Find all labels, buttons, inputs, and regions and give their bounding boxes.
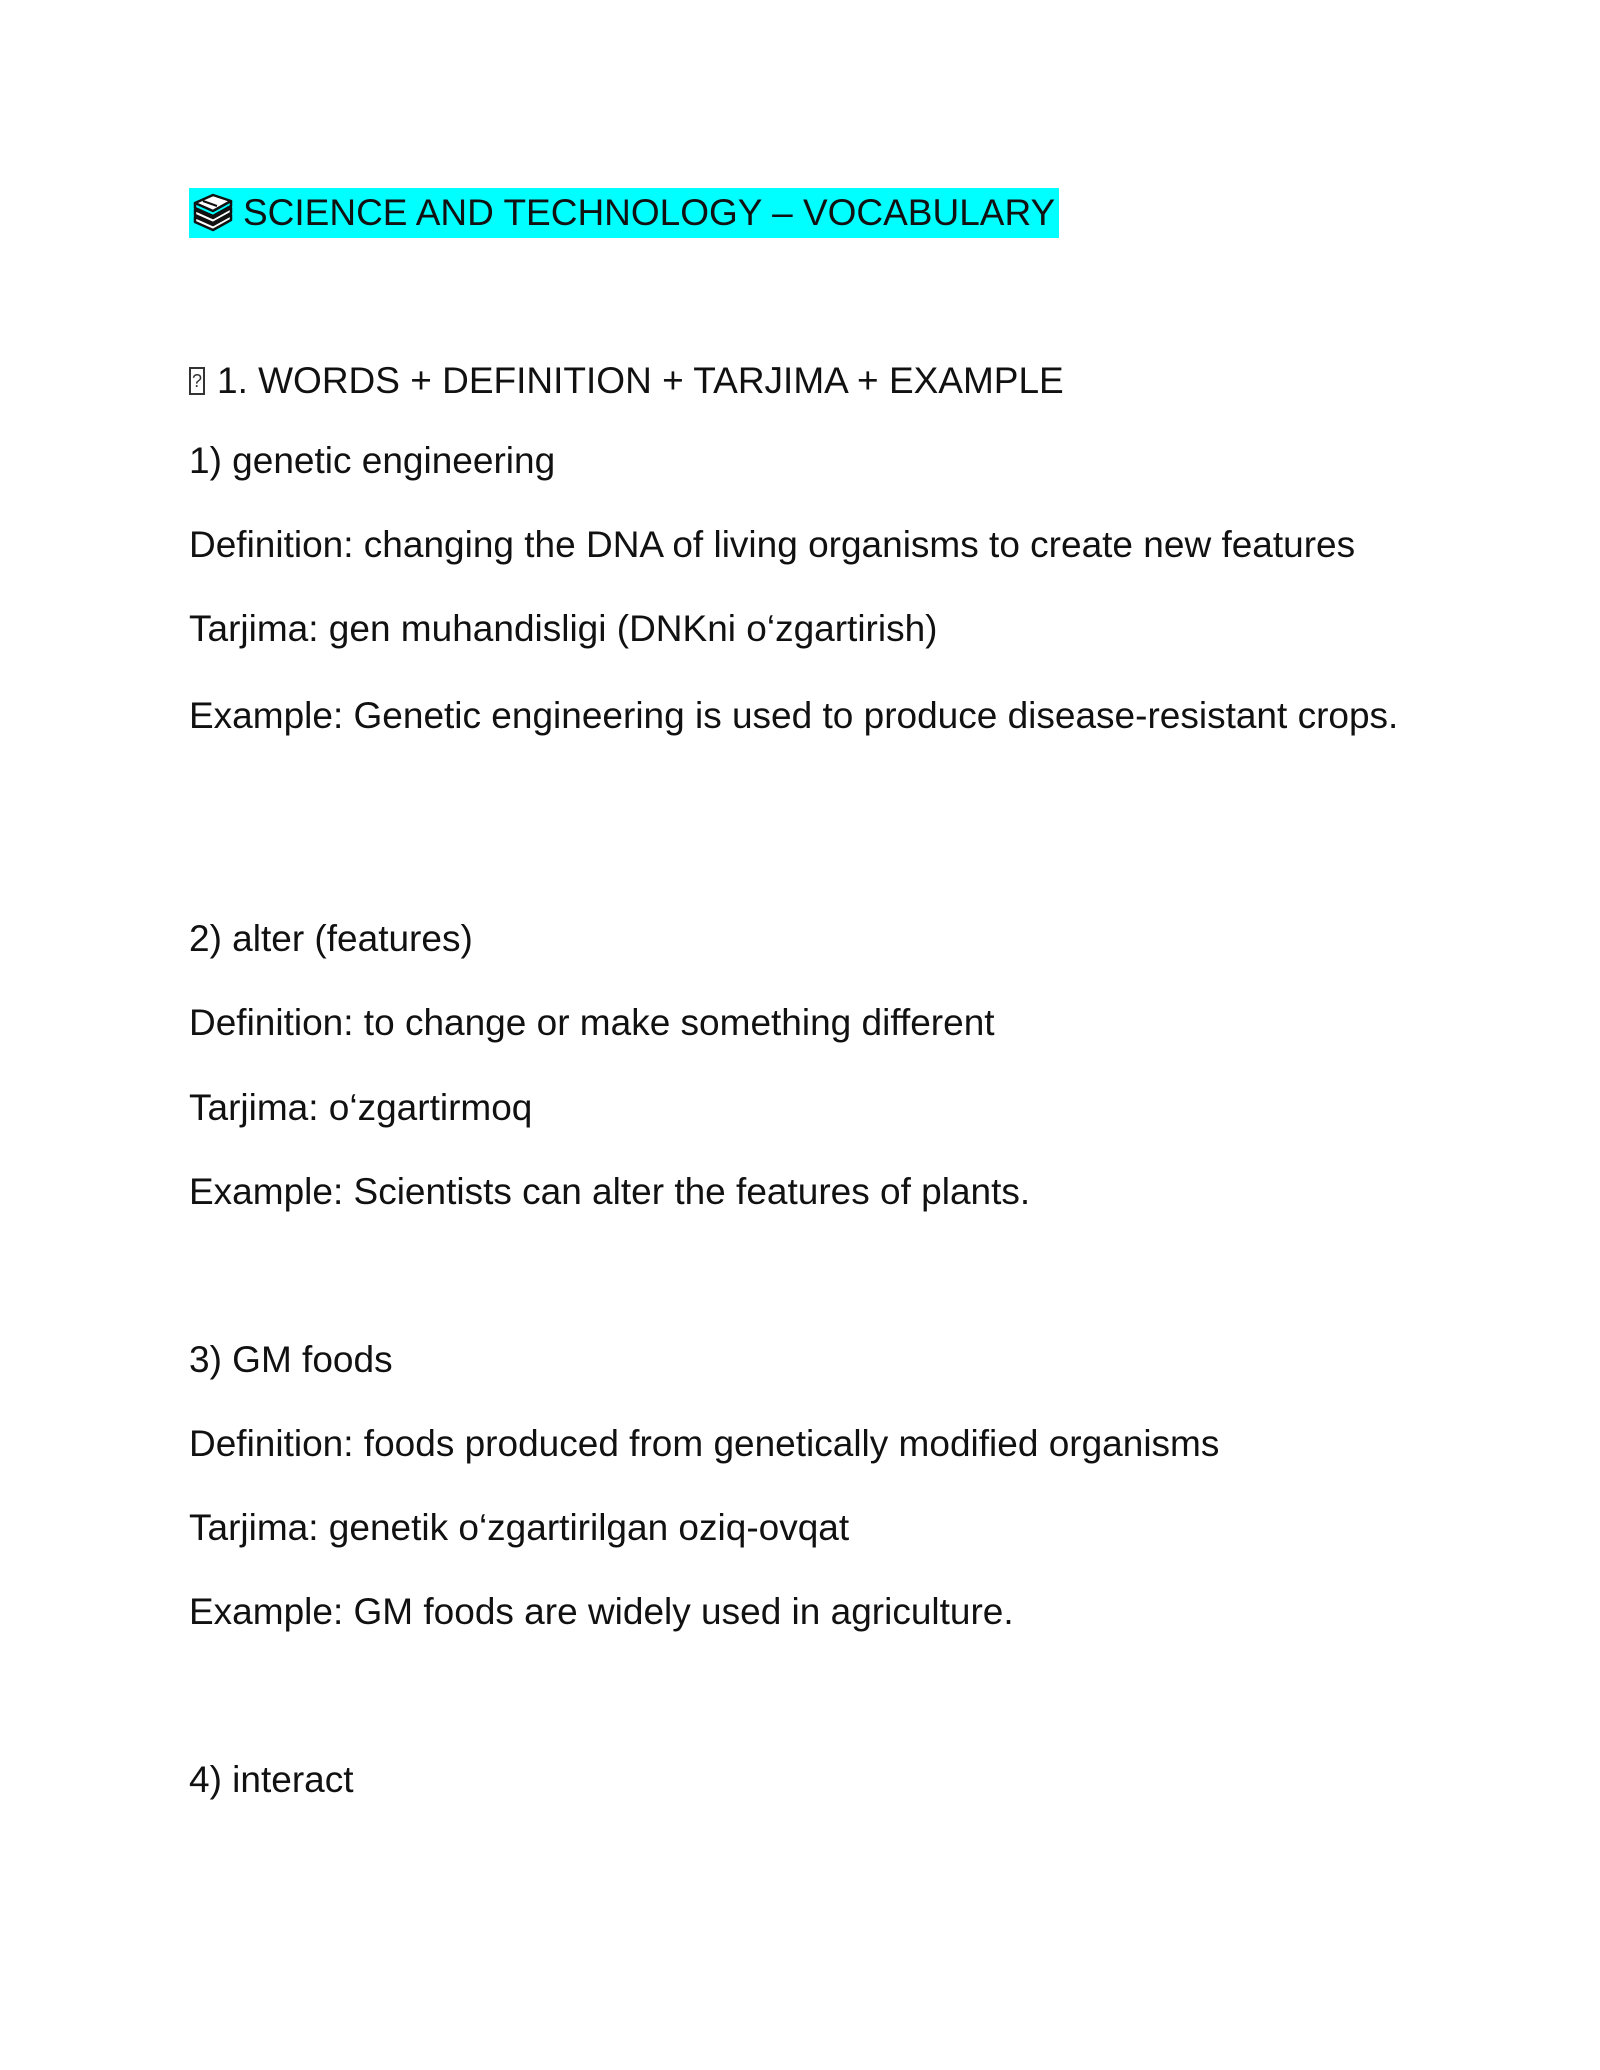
- missing-glyph-icon: ?: [189, 367, 205, 395]
- entry-tarjima: Tarjima: gen muhandisligi (DNKni o‘zgartirish): [189, 608, 938, 649]
- entry-term: 2) alter (features): [189, 918, 473, 959]
- entry-term: 4) interact: [189, 1759, 354, 1800]
- title-text: SCIENCE AND TECHNOLOGY – VOCABULARY: [243, 192, 1056, 233]
- section-heading-text: 1. WORDS + DEFINITION + TARJIMA + EXAMPLE: [217, 360, 1064, 401]
- entry-term: 1) genetic engineering: [189, 440, 556, 481]
- entry-definition: Definition: changing the DNA of living organisms to create new features: [189, 524, 1356, 565]
- entry-example: Example: Genetic engineering is used to produce disease-resistant crops.: [189, 695, 1399, 736]
- entry-example: Example: GM foods are widely used in agriculture.: [189, 1591, 1014, 1632]
- entry-tarjima: Tarjima: o‘zgartirmoq: [189, 1087, 533, 1128]
- books-icon: [191, 193, 235, 233]
- section-heading: [189, 360, 1064, 402]
- entry-definition: Definition: foods produced from genetically modified organisms: [189, 1423, 1220, 1464]
- entry-term: 3) GM foods: [189, 1339, 393, 1380]
- entry-definition: Definition: to change or make something different: [189, 1002, 995, 1043]
- document-title: [189, 188, 1059, 238]
- entry-example: Example: Scientists can alter the features of plants.: [189, 1171, 1031, 1212]
- entry-tarjima: Tarjima: genetik o‘zgartirilgan oziq-ovqat: [189, 1507, 850, 1548]
